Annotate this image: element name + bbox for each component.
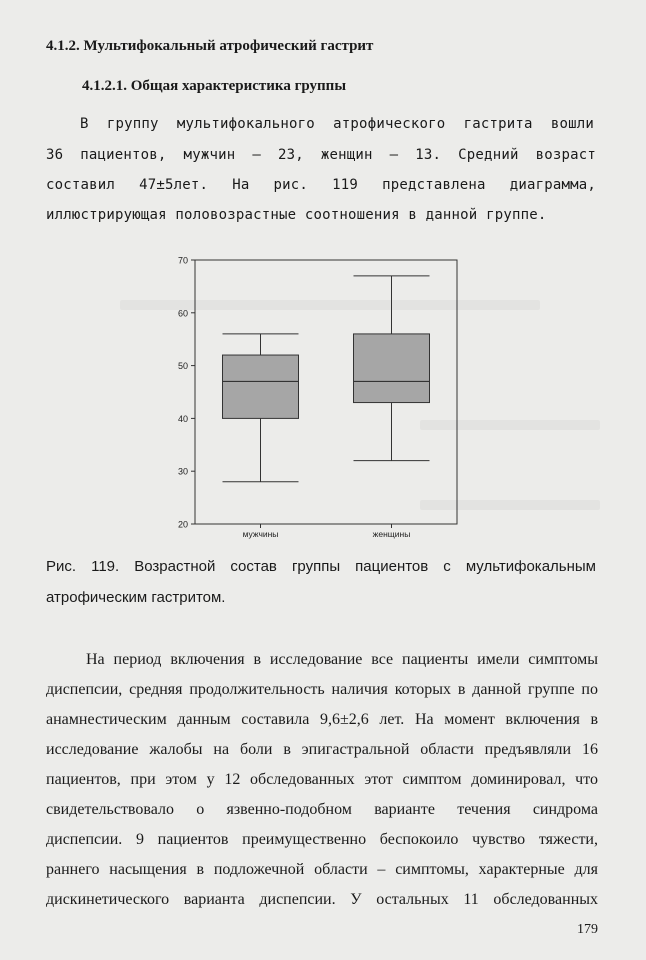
y-tick-label: 20 [177, 519, 188, 530]
body-line: На период включения в исследование все пациенты имели симптомы [86, 651, 598, 668]
x-axis [243, 524, 411, 539]
y-tick-label: 40 [177, 413, 188, 424]
y-tick-label: 50 [177, 361, 188, 372]
body-line: диспепсии, средняя продолжительность наличия которых в данной группе по [46, 681, 598, 698]
body-line: свидетельствовало о язвенно-подобном варианте течения синдрома [46, 801, 598, 818]
boxes [223, 276, 430, 482]
x-tick-label: мужчины [242, 529, 279, 539]
y-tick-label: 60 [177, 308, 188, 319]
y-tick-label: 30 [177, 466, 188, 477]
body-line: исследование жалобы на боли в эпигастральной области предъявляли 16 [46, 741, 598, 758]
body-line: анамнестическим данным составила 9,6±2,6 лет. На момент включения в [46, 711, 598, 728]
intro-line: 36 пациентов, мужчин – 23, женщин – 13. Средний возраст [46, 147, 596, 163]
intro-line: составил 47±5лет. На рис. 119 представлена диаграмма, [46, 177, 596, 193]
intro-line: В группу мультифокального атрофического гастрита вошли [80, 116, 594, 132]
body-line: дискинетического варианта диспепсии. У остальных 11 обследованных [46, 891, 598, 908]
body-line: пациентов, при этом у 12 обследованных этот симптом доминировал, что [46, 771, 598, 788]
intro-line: иллюстрирующая половозрастные соотношения в данной группе. [46, 207, 547, 223]
body-line: раннего насыщения в подложечной области – симптомы, характерные для [46, 861, 598, 878]
body-line: диспепсии. 9 пациентов преимущественно беспокоило чувство тяжести, [46, 831, 598, 848]
boxplot-chart [165, 252, 475, 547]
y-axis [178, 256, 195, 530]
box-iqr [223, 355, 299, 418]
y-tick-label: 70 [177, 255, 188, 266]
x-tick-label: женщины [372, 529, 411, 539]
subsection-heading: 4.1.2.1. Общая характеристика группы [82, 78, 347, 94]
section-heading: 4.1.2. Мультифокальный атрофический гастрит [46, 38, 374, 54]
page-number: 179 [577, 922, 598, 937]
box-iqr [354, 334, 430, 403]
figure-caption-line: Рис. 119. Возрастной состав группы пациентов с мультифокальным [46, 558, 596, 575]
figure-caption-line: атрофическим гастритом. [46, 589, 226, 606]
